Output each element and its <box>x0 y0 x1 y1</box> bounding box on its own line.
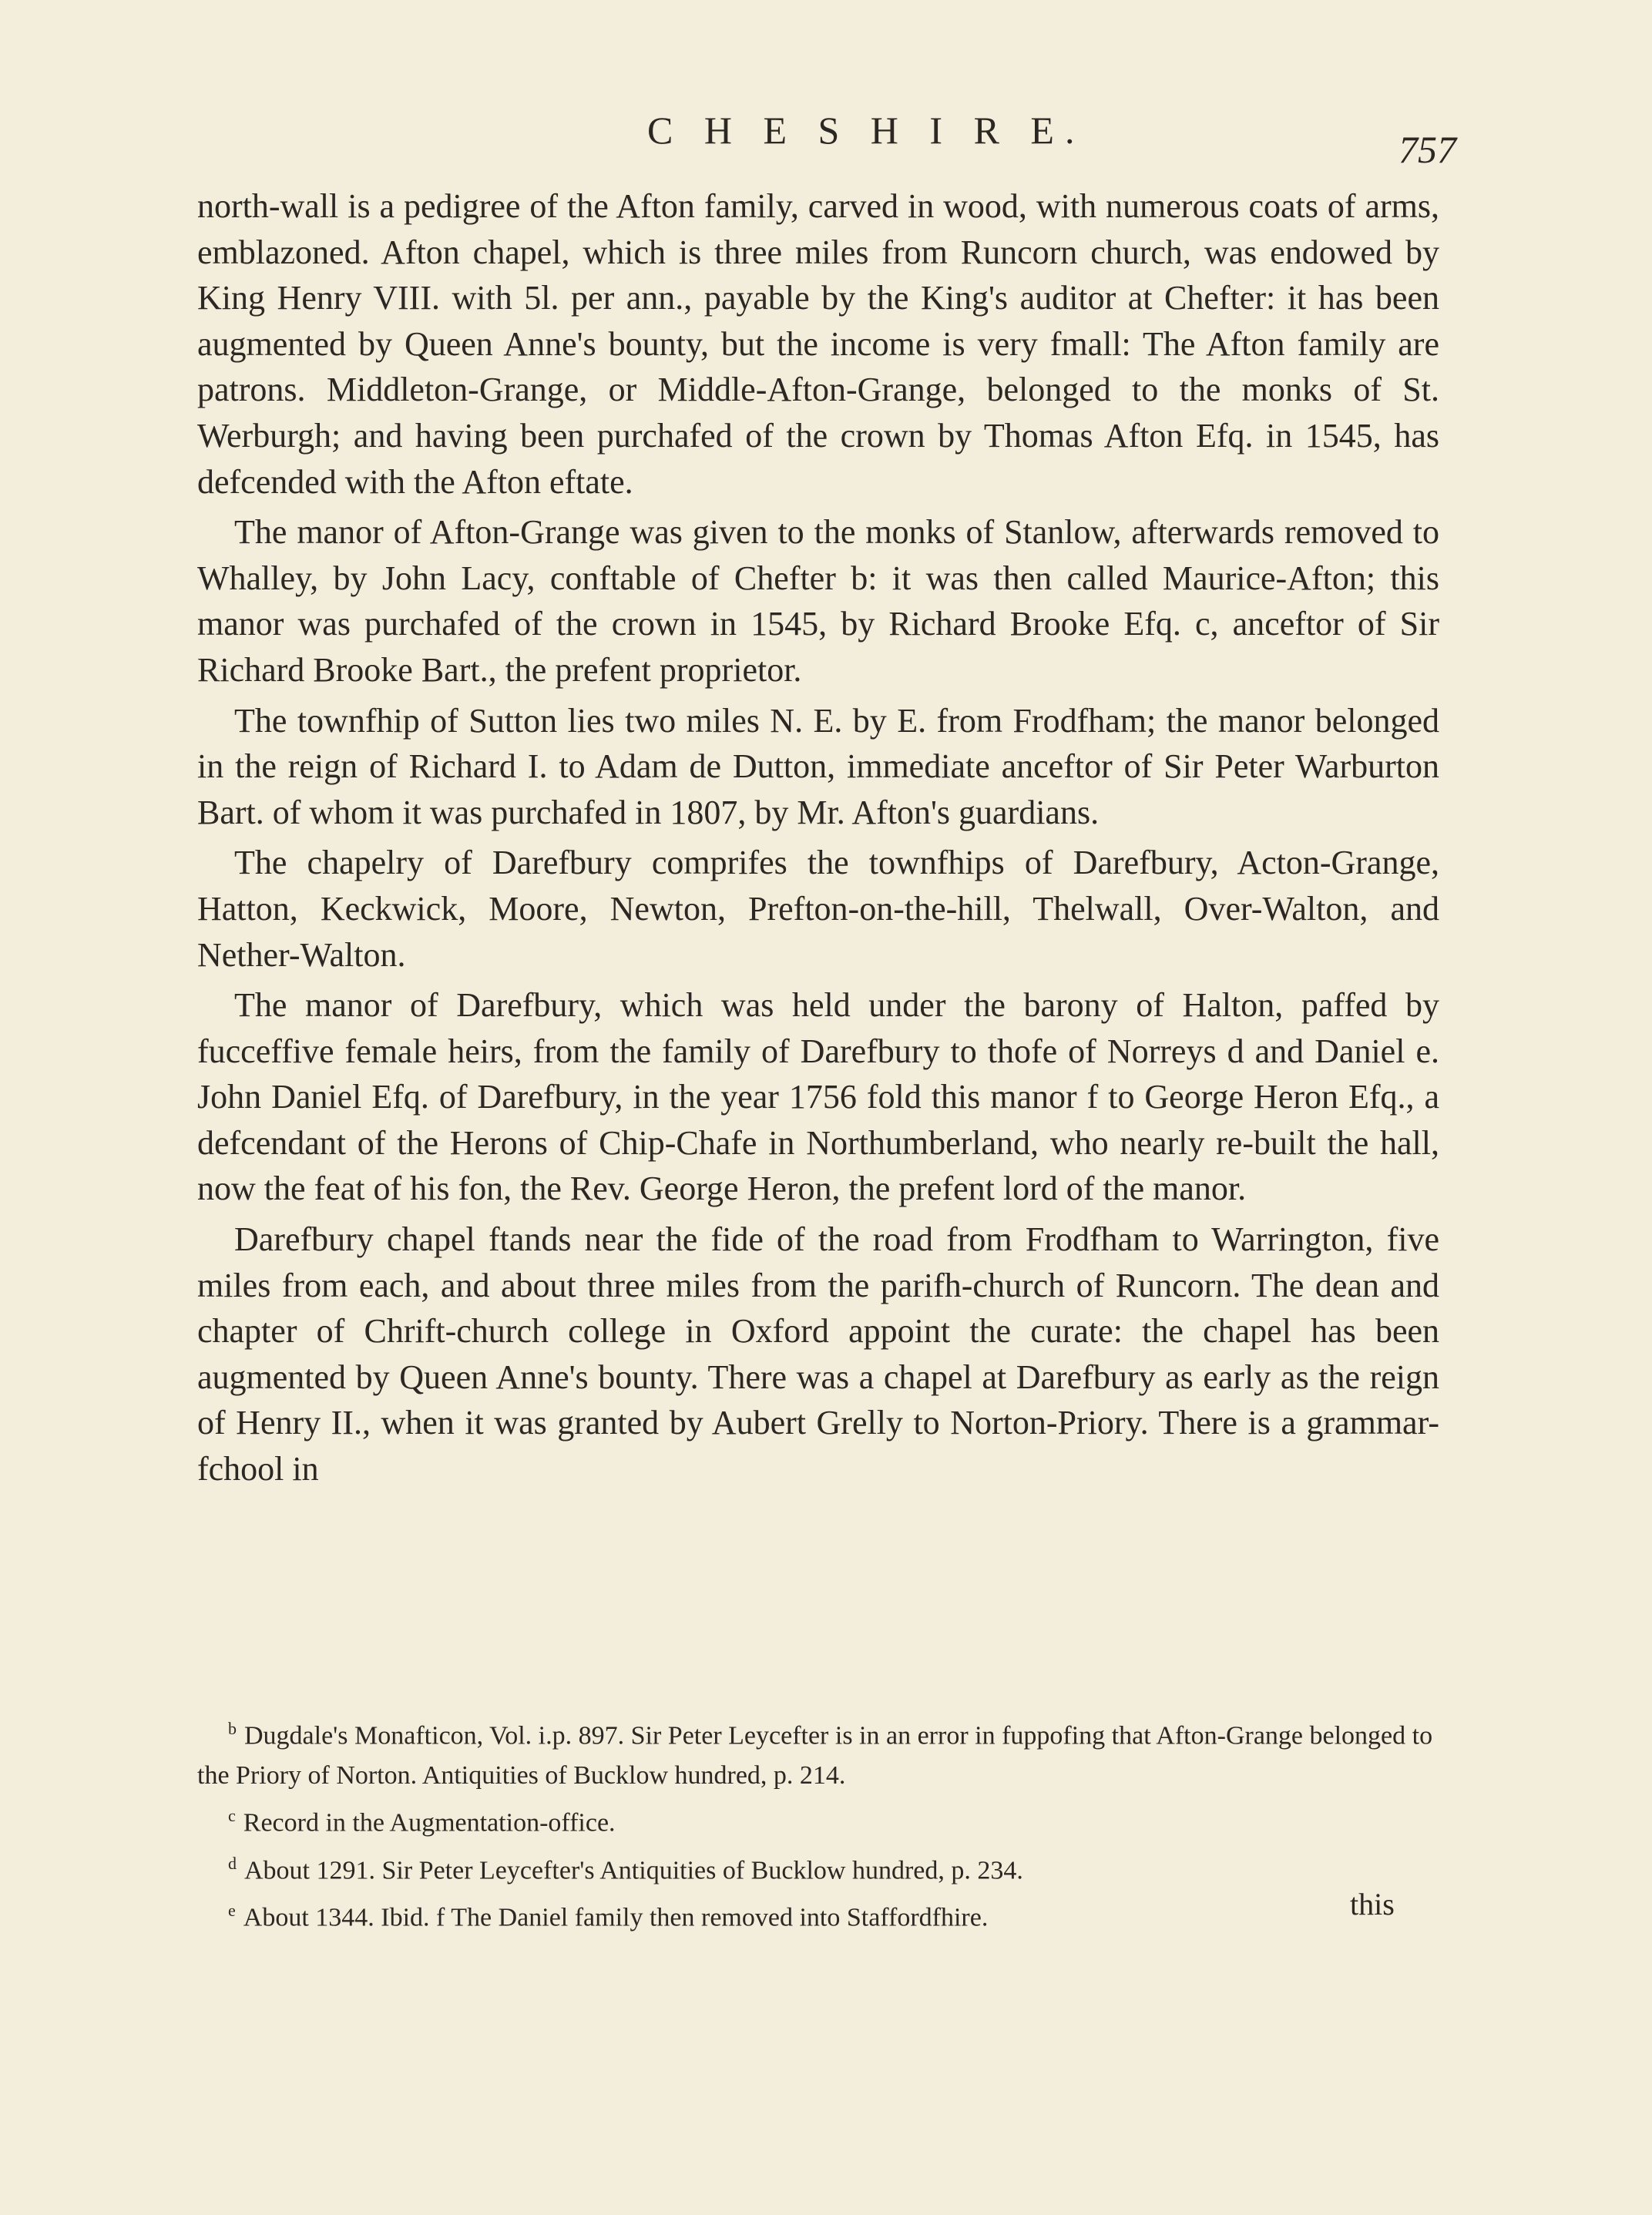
paragraph-afton-chapel: north-wall is a pedigree of the Afton family, carved in wood, with numerous coats of arms, emblazoned. Afton chapel, which is three miles from Runcorn church, was endowed by King Henry VIII. with 5l. per ann., payable by the King's auditor at Chefter: it has been augmented by Queen Anne's bounty, but the income is very fmall: The Afton family are patrons. Middleton-Grange, or Middle-Afton-Grange, belonged to the monks of St. Werburgh; and having been purchafed of the crown by Thomas Afton Efq. in 1545, has defcended with the Afton eftate. <box>197 187 1439 501</box>
footnote-mark: c <box>228 1806 236 1826</box>
footnote-mark: e <box>228 1900 236 1920</box>
footnote-text: About 1291. Sir Peter Leycefter's Antiquities of Bucklow hundred, p. 234. <box>244 1855 1023 1884</box>
footnote <box>197 1844 1439 1891</box>
footnote <box>197 1796 1439 1843</box>
footnote <box>197 1891 1439 1938</box>
paragraph-afton-grange: The manor of Afton-Grange was given to the monks of Stanlow, afterwards removed to Whalley, by John Lacy, conftable of Chefter b: it was then called Maurice-Afton; this manor was purchafed of the crown in 1545, by Richard Brooke Efq. c, anceftor of Sir Richard Brooke Bart., the prefent proprietor. <box>197 513 1439 689</box>
running-head: C H E S H I R E. <box>647 109 1086 152</box>
paragraph-daresbury-chapelry: The chapelry of Darefbury comprifes the townfhips of Darefbury, Acton-Grange, Hatton, Keckwick, Moore, Newton, Prefton-on-the-hill, Thelwall, Over-Walton, and Nether-Walton. <box>197 844 1439 974</box>
page-number: 757 <box>1398 128 1456 171</box>
footnote-text: Dugdale's Monafticon, Vol. i.p. 897. Sir Peter Leycefter is in an error in fuppofing that Afton-Grange belonged to the Priory of Norton. Antiquities of Bucklow hundred, p. 214. <box>197 1721 1433 1790</box>
catchword: this <box>1350 1887 1395 1921</box>
footnote-mark: b <box>228 1719 237 1738</box>
body-text <box>197 183 1439 1497</box>
paragraph-sutton: The townfhip of Sutton lies two miles N. E. by E. from Frodfham; the manor belonged in the reign of Richard I. to Adam de Dutton, immediate anceftor of Sir Peter Warburton Bart. of whom it was purchafed in 1807, by Mr. Afton's guardians. <box>197 701 1439 831</box>
footnote-text: Record in the Augmentation-office. <box>243 1808 616 1837</box>
paragraph-daresbury-chapel: Darefbury chapel ftands near the fide of the road from Frodfham to Warrington, five miles from each, and about three miles from the parifh-church of Runcorn. The dean and chapter of Chrift-church college in Oxford appoint the curate: the chapel has been augmented by Queen Anne's bounty. There was a chapel at Darefbury as early as the reign of Henry II., when it was granted by Aubert Grelly to Norton-Priory. There is a grammar-fchool in <box>197 1220 1439 1488</box>
paragraph-daresbury-manor: The manor of Darefbury, which was held under the barony of Halton, paffed by fucceffive female heirs, from the family of Darefbury to thofe of Norreys d and Daniel e. John Daniel Efq. of Darefbury, in the year 1756 fold this manor f to George Heron Efq., a defcendant of the Herons of Chip-Chafe in Northumberland, who nearly re-built the hall, now the feat of his fon, the Rev. George Heron, the prefent lord of the manor. <box>197 986 1439 1208</box>
footnote-mark: d <box>228 1853 237 1873</box>
footnotes <box>197 1709 1439 1938</box>
footnote-text: About 1344. Ibid. f The Daniel family then removed into Staffordfhire. <box>243 1903 989 1932</box>
footnote <box>197 1709 1439 1796</box>
